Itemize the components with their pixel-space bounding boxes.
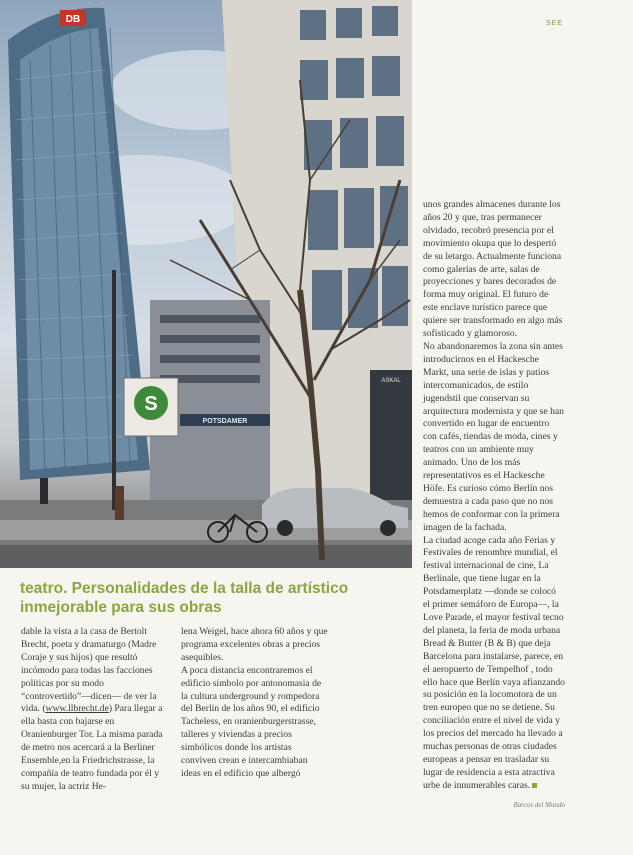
paragraph-text: dable la vista a la casa de Bertolt Brecht, poeta y dramaturgo (Madre Coraje y sus hijos) que resultó incómodo para todas las facciones políticas por su modo “controvertido”—dicen— de ver la vida. ( <box>21 626 157 715</box>
paragraph <box>423 535 565 793</box>
paragraph <box>21 626 167 794</box>
end-of-article-mark <box>532 783 537 788</box>
cover-photo <box>0 0 412 568</box>
s-bahn-icon: S <box>144 393 158 415</box>
brecht-website-link[interactable]: www.llbrecht.de <box>45 703 109 715</box>
paragraph-text: La ciudad acoge cada año Ferias y Festivales de renombre mundial, el festival internacional de cine, La Berlinale, que tiene lugar en la Potsdamerplatz —donde se colocó el primer semáforo de Europa—, la Love Parade, el mayor festival tecno del planeta, la feria de moda urbana Bread & Butter (B & B) que deja Barcelona para instalarse, parece, en el aeropuerto de Tempelhof , todo ello hace que Berlín vaya afianzando su posición en la locomotora de un tren europeo que no se detiene. Su conciliación entre el nivel de vida y los precios del mercado ha llevado a muchas personas de otras ciudades europeas a pensar en trasladar su lugar de residencia a esta atractiva urbe de innumerables caras. <box>423 534 565 791</box>
text-column-2 <box>181 626 329 781</box>
paragraph: A poca distancia encontraremos el edificio símbolo por antonomasia de la cultura underground y rompedora del Berlín de los años 90, el edificio Tacheless, en oranienburgerstrasse, talleres y viviendas a precios simbólicos donde los artistas conviven crean e intercambiaban ideas en el edificio que albergó <box>181 664 322 779</box>
shop-sign: ASKAL <box>381 378 401 384</box>
paragraph-text: ) Para llegar a ella basta con bajarse en Oranienburger Tor. La misma parada de metro nos acercará a la Berliner Ensemble,en la Friedrichstrasse, la compañía de teatro fundada por él y su mujer, la actriz He- <box>21 703 163 792</box>
section-tag: SEE <box>545 20 563 27</box>
db-logo: DB <box>65 14 81 25</box>
paragraph: unos grandes almacenes durante los años 20 y que, tras permanecer olvidado, recobró presencia por el movimiento okupa que lo despertó de su letargo. Actualmente funciona como galerías de arte, salas de proyecciones y bares decorados de forma muy original. El futuro de este enclave turístico parece que quiere ser transformado en algo más sofisticado y glamoroso. <box>423 199 563 340</box>
city-scene-illustration <box>0 0 412 568</box>
potsdamer-sign: POTSDAMER <box>202 418 248 425</box>
paragraph: lena Weigel, hace ahora 60 años y que programa excelentes obras a precios asequibles. <box>181 626 328 663</box>
paragraph: No abandonaremos la zona sin antes introducirnos en el Hackesche Markt, una serie de islas y patios intercomunicados, de estilo jugendstil que conservan su arquitectura modernista y que se han convertido en lugar de encuentro con cafés, tiendas de moda, cines y teatros con un ambiente muy animado. Uno de los más representativos es el Hackesche Höfe. Es curioso cómo Berlín nos demuestra a cada paso que no nos hemos de conformar con la primera imagen de la fachada. <box>423 340 564 533</box>
text-column-3 <box>423 199 565 793</box>
magazine-footer: Barcos del Mundo <box>513 801 565 809</box>
article-headline: teatro. Personalidades de la talla de artístico inmejorable para sus obras <box>20 580 349 616</box>
text-column-1 <box>21 626 167 794</box>
